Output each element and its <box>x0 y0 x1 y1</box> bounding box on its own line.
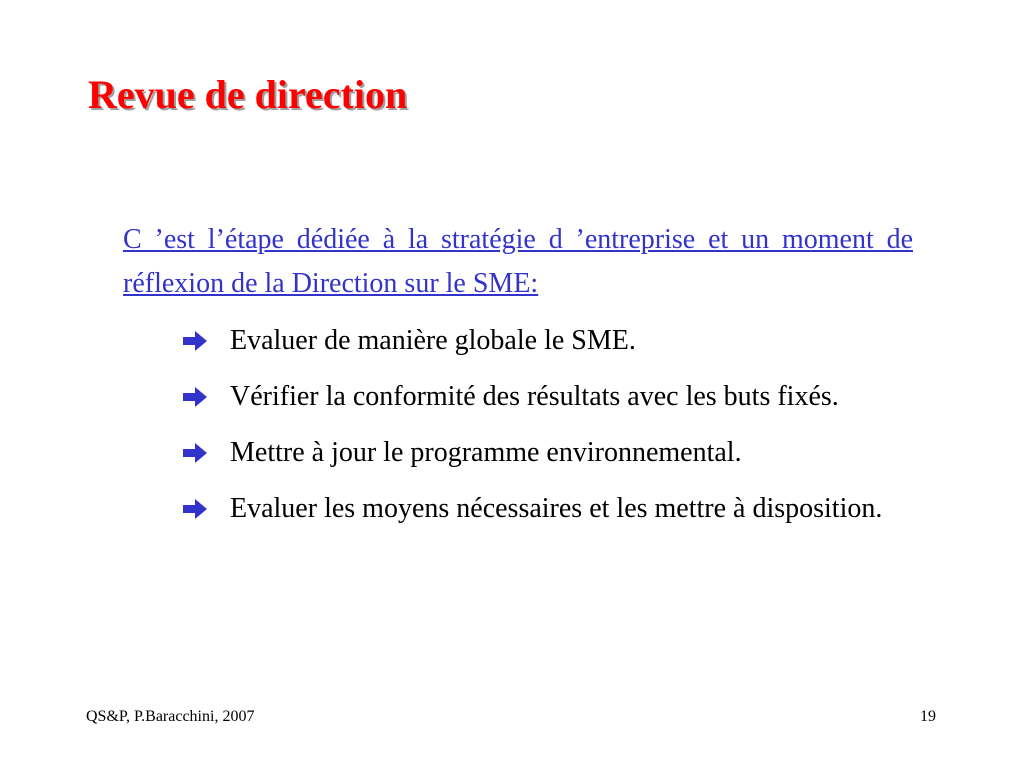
slide-title: Revue de direction <box>88 72 408 117</box>
bullet-text: Evaluer les moyens nécessaires et les mettre à disposition. <box>230 493 883 524</box>
bullet-text: Evaluer de manière globale le SME. <box>230 325 636 356</box>
arrow-right-icon <box>181 386 209 408</box>
page-number: 19 <box>920 708 936 725</box>
arrow-right-icon <box>181 498 209 520</box>
arrow-right-icon <box>181 330 209 352</box>
bullet-text: Mettre à jour le programme environnemental. <box>230 437 742 468</box>
bullet-item <box>175 432 913 474</box>
bullet-text: Vérifier la conformité des résultats avec les buts fixés. <box>230 381 839 412</box>
footer-credit: QS&P, P.Baracchini, 2007 <box>86 708 255 725</box>
intro-paragraph: C ’est l’étape dédiée à la stratégie d ’entreprise et un moment de réflexion de la Direction sur le SME: <box>123 224 913 299</box>
bullet-item <box>175 488 913 530</box>
arrow-right-icon <box>181 442 209 464</box>
bullet-item <box>175 376 913 418</box>
bullet-item <box>175 320 913 362</box>
bullet-list <box>175 320 913 544</box>
